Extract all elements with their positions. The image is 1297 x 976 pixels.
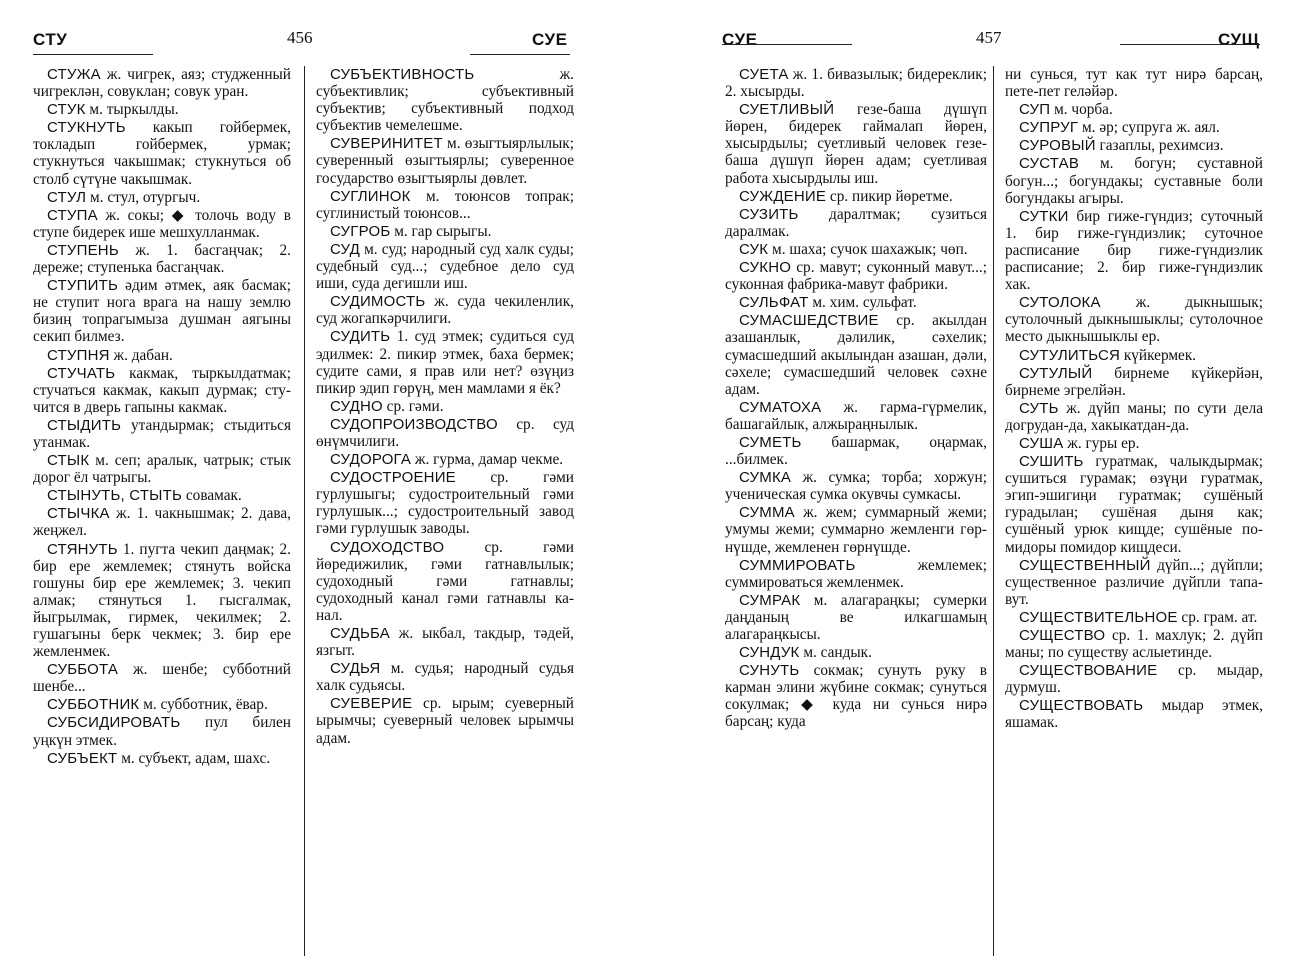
entry-definition: ж. шенбе; субботний шенбе... — [33, 661, 291, 696]
dictionary-entry — [33, 696, 291, 713]
entry-definition: какып гойбермек, токладып гойбермек, урмак; стукнуться чакышмак; стукнуться об столб сүтүне чакышмак. — [33, 119, 291, 188]
entry-definition: ср. 1. махлук; 2. дүйп маны; по существу аслыетинде. — [1005, 627, 1263, 662]
entry-definition: мыдар этмек, яшамак. — [1005, 697, 1263, 732]
entry-definition: ж. ыкбал, такдыр, тәдей, язгыт. — [316, 625, 574, 660]
left-page — [0, 0, 640, 976]
entry-headword: СУМАТОХА — [739, 398, 822, 416]
dictionary-entry — [33, 750, 291, 767]
dictionary-entry — [33, 417, 291, 451]
entry-definition: 1. суд этмек; судиться суд эдилмек: 2. пикир этмек, баха бермек; судите сами, я прав или нет? өзүңиз пикир эдип гөрүң, мен мамлами я ёк? — [316, 328, 574, 397]
entry-definition: әдим әтмек, аяк басмак; не ступит нога врага на нашу землю бизиң топрагымыза душман аягыны секип билмез. — [33, 277, 291, 346]
entry-headword: СТУК — [47, 101, 86, 119]
entry-definition: ср. пикир йөретме. — [826, 187, 953, 205]
guide-word-left: СТУ — [33, 30, 68, 49]
guide-word-left: СУЕ — [722, 30, 758, 49]
dictionary-entry — [725, 66, 987, 100]
dictionary-entry — [1005, 435, 1263, 452]
column-divider — [304, 66, 305, 956]
entry-headword: СУББОТНИК — [47, 696, 140, 714]
dictionary-entry — [725, 259, 987, 293]
guide-word-right: СУЩ — [1218, 30, 1260, 49]
entry-headword: СУЩЕСТВОВАТЬ — [1019, 697, 1144, 715]
entry-definition: ср. ырым; суеверный ырымчы; суеверный человек ырымчы адам. — [316, 695, 574, 747]
dictionary-entry — [33, 661, 291, 695]
entry-headword: СУШИТЬ — [1019, 453, 1084, 471]
entry-headword: СУБЪЕКТИВНОСТЬ — [330, 66, 475, 83]
entry-definition: ж. дүйп маны; по сути дела догрудан-да, хакыкатдан-да. — [1005, 399, 1263, 434]
entry-headword: СУБЪЕКТ — [47, 749, 118, 767]
entry-headword: СУДЬБА — [330, 625, 390, 642]
entry-headword: СУЩЕСТВИТЕЛЬНОЕ — [1019, 608, 1178, 626]
entry-headword: СТЫК — [47, 452, 90, 470]
entry-headword: СТУПЕНЬ — [47, 241, 119, 259]
entry-definition: утандырмак; стыдиться утанмак. — [33, 416, 291, 451]
entry-headword: СУММИРОВАТЬ — [739, 556, 856, 574]
entry-definition: м. шаха; сучок шахажык; чөп. — [768, 240, 968, 258]
entry-definition: м. богун; суставной богун...; богундакы; суставные боли богундакы агыры. — [1005, 155, 1263, 207]
entry-definition: даралтмак; сузиться даралмак. — [725, 205, 987, 240]
entry-definition: м. сеп; аралык, чатрык; стык дорог ёл чатрыгы. — [33, 452, 291, 487]
dictionary-entry — [33, 365, 291, 416]
entry-headword: СУП — [1019, 101, 1051, 119]
header-rule — [1120, 44, 1260, 45]
entry-headword: СУТУЛЫЙ — [1019, 364, 1093, 382]
dictionary-entry — [725, 434, 987, 468]
dictionary-entry — [316, 451, 574, 468]
dictionary-entry — [1005, 137, 1263, 154]
dictionary-entry — [725, 312, 987, 397]
dictionary-entry — [725, 101, 987, 186]
entry-headword: СУНДУК — [739, 644, 800, 662]
column-1 — [725, 66, 987, 732]
dictionary-entry — [1005, 347, 1263, 364]
entry-definition: ж. гуры ер. — [1063, 434, 1140, 452]
dictionary-entry — [33, 189, 291, 206]
entry-definition: ср. гәми. — [382, 397, 444, 415]
guide-word-right: СУЕ — [532, 30, 568, 49]
entry-headword: СУЩЕСТВЕННЫЙ — [1019, 556, 1151, 574]
entry-definition: м. судья; народный судья халк судьясы. — [316, 660, 574, 695]
entry-headword: СУДЬЯ — [330, 660, 381, 678]
dictionary-entry — [316, 188, 574, 222]
entry-definition: м. хим. сульфат. — [808, 294, 917, 312]
entry-definition: ср. суд өнүмчилиги. — [316, 415, 574, 450]
dictionary-entry — [1005, 155, 1263, 206]
entry-headword: СТУЧАТЬ — [47, 364, 116, 382]
entry-definition: бирнеме күйкерйән, бирнеме эгрелйән. — [1005, 364, 1263, 399]
entry-headword: СУББОТА — [47, 661, 119, 679]
entry-definition: ср. грам. ат. — [1177, 608, 1258, 626]
dictionary-entry — [1005, 101, 1263, 118]
right-page — [700, 0, 1297, 976]
entry-headword: СТУПИТЬ — [47, 277, 118, 295]
entry-definition: м. субъект, адам, шахс. — [117, 749, 271, 767]
entry-headword: СТУПА — [47, 206, 98, 224]
entry-definition: м. сандык. — [799, 644, 872, 662]
dictionary-entry — [725, 469, 987, 503]
page-header — [700, 26, 1297, 50]
entry-definition: ж. гарма-гүрмелик, башагайлык, алжыраңнылык. — [725, 398, 987, 433]
entry-definition: м. тоюнсов топрак; суглинистый тоюнсов... — [316, 187, 574, 222]
entry-definition: ж. дыкнышык; сутолочный дыкнышыклы; сутолочное место дыкнышыклы ер. — [1005, 294, 1263, 346]
dictionary-entry — [33, 347, 291, 364]
entry-headword: СУЩЕСТВО — [1019, 627, 1106, 644]
entry-definition: ж. сокы; ◆ толочь воду в ступе бидерек ише мешхулланмак. — [33, 206, 291, 241]
entry-definition: ж. 1. чакнышмак; 2. дава, жеңжел. — [33, 505, 291, 540]
entry-headword: СТУЛ — [47, 188, 87, 206]
dictionary-entry — [725, 557, 987, 591]
entry-headword: СУД — [330, 240, 360, 258]
entry-definition: ж. жем; суммарный жеми; умумы жеми; суммарно жемленги гөрнүшде, жемленен гөрнүшде. — [725, 504, 987, 556]
entry-definition: м. тыркылды. — [85, 101, 179, 119]
entry-definition: ср. мыдар, дурмуш. — [1005, 662, 1263, 697]
entry-definition: сокмак; сунуть руку в карман элини жүбине сокмак; сунуться сокулмак; ◆ куда ни суньcя нирә барсаң; куда — [725, 662, 987, 731]
entry-headword: СУДИМОСТЬ — [330, 293, 426, 311]
entry-headword: СУДОХОДСТВО — [330, 538, 445, 556]
entry-headword: СУГРОБ — [330, 222, 391, 240]
dictionary-entry — [33, 452, 291, 486]
dictionary-entry — [1005, 365, 1263, 399]
entry-headword: СУДОРОГА — [330, 451, 412, 469]
entry-headword: СТУЖА — [47, 66, 101, 83]
entry-definition: м. өзыгтыярлылык; суверенный өзыгтыярлы; суверенное государство өзыгтыярлы дөвлет. — [316, 135, 574, 187]
dictionary-entry — [725, 188, 987, 205]
dictionary-entry — [316, 625, 574, 659]
dictionary-entry — [316, 66, 574, 134]
entry-headword: СТЫДИТЬ — [47, 416, 122, 434]
entry-definition: м. алагараңкы; сумерки даңданың ве илкагшамың алагараңкысы. — [725, 591, 987, 643]
entry-headword: СУГЛИНОК — [330, 187, 411, 205]
header-rule — [722, 44, 852, 45]
entry-definition: м. чорба. — [1050, 101, 1113, 119]
entry-headword: СУЛЬФАТ — [739, 294, 809, 312]
header-rule — [470, 54, 570, 55]
dictionary-entry — [1005, 119, 1263, 136]
dictionary-entry — [316, 695, 574, 746]
dictionary-entry — [316, 539, 574, 624]
entry-definition: м. стул, отургыч. — [86, 188, 201, 206]
dictionary-entry — [316, 416, 574, 450]
entry-definition: ж. субъективлик; субъективный субъектив; субъективный подход субъектив чемелешме. — [316, 66, 574, 135]
dictionary-entry — [1005, 662, 1263, 696]
entry-headword: СУТОЛОКА — [1019, 294, 1101, 312]
dictionary-entry — [316, 469, 574, 537]
column-divider — [993, 66, 994, 956]
dictionary-entry — [1005, 294, 1263, 345]
dictionary-entry — [725, 504, 987, 555]
entry-headword: СУВЕРИНИТЕТ — [330, 135, 443, 153]
entry-headword: СУМЕТЬ — [739, 433, 802, 451]
entry-headword: СУРОВЫЙ — [1019, 137, 1096, 155]
entry-headword: СУЕТЛИВЫЙ — [739, 101, 835, 119]
column-1 — [33, 66, 291, 768]
entry-definition: газаплы, рехимсиз. — [1095, 137, 1224, 155]
dictionary-entry — [1005, 400, 1263, 434]
entry-headword: СУПРУГ — [1019, 119, 1079, 137]
entry-definition: м. суд; народный суд халк суды; судебный суд...; судебное дело суд иши, суда дегишли иш. — [316, 240, 574, 293]
page-number: 456 — [287, 28, 313, 47]
entry-definition: м. әр; супруга ж. аял. — [1078, 119, 1220, 137]
dictionary-entry — [725, 241, 987, 258]
entry-headword: СУСТАВ — [1019, 155, 1080, 173]
dictionary-entry — [725, 294, 987, 311]
entry-definition: ж. суда чекиленлик, суд жогапкәрчилиги. — [316, 293, 574, 328]
entry-headword: СУЩЕСТВОВАНИЕ — [1019, 662, 1158, 680]
dictionary-entry — [33, 101, 291, 118]
entry-headword: СУДОСТРОЕНИЕ — [330, 469, 456, 487]
dictionary-entry — [316, 398, 574, 415]
dictionary-entry — [316, 135, 574, 186]
entry-definition: пул билен уңкүн этмек. — [33, 714, 291, 749]
entry-definition: дүйп...; дүйпли; существенное различие дүйпли тапавут. — [1005, 556, 1263, 608]
dictionary-entry — [33, 242, 291, 276]
entry-headword: СУЖДЕНИЕ — [739, 187, 827, 205]
entry-definition: ж. 1. басгаңчак; 2. дереже; ступенька басгаңчак. — [33, 241, 291, 277]
entry-headword: СУЕВЕРИЕ — [330, 695, 413, 713]
dictionary-entry — [1005, 627, 1263, 661]
entry-definition: 1. пугта чекип даңмак; 2. бир ере жемлемек; стянуть войска гошуны бир ере жемлемек; 3. чекип алмак; стянуться 1. гысгалмак, йыгрылмак, гирмек, чекилмек; 2. гушагыны берк чекмек; 3. бир ере жемленмек. — [33, 540, 291, 661]
entry-headword: СУТЬ — [1019, 399, 1059, 417]
entry-definition: ж. сумка; торба; хоржун; ученическая сумка окувчы сумкасы. — [725, 469, 987, 504]
entry-definition: м. гар сырыгы. — [390, 222, 492, 240]
entry-definition: бир гиже-гүндиз; суточный 1. бир гиже-гүндизлик; суточное расписание бир гиже-гүндизлик расписание; 2. бир гиже-гүндизлик хак. — [1005, 207, 1263, 294]
entry-headword: СУША — [1019, 434, 1064, 452]
entry-headword: СУК — [739, 240, 769, 258]
entry-headword: СУТКИ — [1019, 207, 1069, 225]
entry-definition: м. субботник, ёвар. — [139, 696, 268, 714]
header-rule — [33, 54, 153, 55]
dictionary-entry — [725, 399, 987, 433]
dictionary-entry — [33, 541, 291, 661]
entry-headword: СУМРАК — [739, 591, 801, 609]
entry-definition: ж. 1. бивазылык; бидереклик; 2. хысырды. — [725, 66, 987, 101]
entry-definition: башармак, оңармак, ...билмек. — [725, 433, 987, 469]
entry-headword: СТЯНУТЬ — [47, 540, 118, 558]
entry-definition: ср. гәми гурлушыгы; судостроительный гәми гурлушык...; судостроительный завод гәми гурлушык заводы. — [316, 469, 574, 538]
entry-headword: СТУПНЯ — [47, 346, 110, 364]
entry-definition: какмак, тыркылдатмак; стучаться какмак, какып дурмак; стучится в дверь гапыны какмак. — [33, 364, 291, 416]
entry-headword: СУКНО — [739, 259, 792, 277]
dictionary-entry — [725, 592, 987, 643]
entry-headword: СУБСИДИРОВАТЬ — [47, 714, 181, 732]
dictionary-entry — [1005, 609, 1263, 626]
dictionary-entry — [33, 505, 291, 539]
dictionary-entry — [33, 487, 291, 504]
dictionary-entry — [316, 293, 574, 327]
dictionary-entry — [316, 241, 574, 292]
entry-definition: гуратмак, чалыкдырмак; сушиться гурамак; өзүңи гуратмак, эгип-эшигиңи гуратмак; сушёный гурадылан; сушёная дыня как; сушёный урюк кищде; сушёные помидоры помидор кищдеси. — [1005, 453, 1263, 556]
entry-headword: СУММА — [739, 504, 795, 522]
entry-headword: СУДНО — [330, 397, 383, 415]
entry-headword: СУЗИТЬ — [739, 205, 799, 223]
dictionary-entry — [316, 223, 574, 240]
dictionary-entry — [1005, 557, 1263, 608]
dictionary-entry — [33, 119, 291, 187]
entry-definition: ни суньcя, тут как тут нирә барсаң, пете-пет геләйәр. — [1005, 66, 1263, 101]
entry-headword: СУНУТЬ — [739, 662, 800, 680]
dictionary-entry — [33, 277, 291, 345]
dictionary-entry — [316, 660, 574, 694]
entry-headword: СУЕТА — [739, 66, 789, 83]
dictionary-entry — [1005, 66, 1263, 100]
entry-definition: ср. мавут; суконный мавут...; суконная фабрика-мавут фабрики. — [725, 259, 987, 294]
entry-definition: ср. акылдан азашанлык, дәлилик, сәхелик; сумасшедший акылындан азашан, дәли, сәхеле; сумасшедший человек сәхне адам. — [725, 312, 987, 398]
dictionary-entry — [33, 714, 291, 748]
column-2 — [1005, 66, 1263, 733]
entry-definition: ср. гәми йөредижилик, гәми гатнавлылык; судоходный гәми гатнавлы; судоходный канал гәми гатнавлы канал. — [316, 538, 574, 624]
entry-definition: ж. гурма, дамар чекме. — [411, 451, 564, 469]
page-number: 457 — [976, 28, 1002, 47]
dictionary-entry — [725, 662, 987, 730]
dictionary-entry — [316, 328, 574, 396]
entry-definition: совамак. — [182, 487, 242, 505]
entry-definition: күйкермек. — [1120, 346, 1197, 364]
dictionary-entry — [1005, 208, 1263, 293]
entry-definition: жемлемек; суммироваться жемленмек. — [725, 556, 987, 591]
entry-headword: СУДОПРОИЗВОДСТВО — [330, 415, 498, 433]
dictionary-entry — [725, 644, 987, 661]
page-header — [0, 26, 640, 50]
dictionary-entry — [1005, 453, 1263, 556]
dictionary-entry — [725, 206, 987, 240]
entry-headword: СУТУЛИТЬСЯ — [1019, 346, 1121, 364]
entry-headword: СТУКНУТЬ — [47, 119, 126, 137]
dictionary-entry — [33, 207, 291, 241]
column-2 — [316, 66, 574, 748]
entry-definition: ж. чигрек, аяз; студженный чигреклән, совуклан; совук уран. — [33, 66, 291, 101]
entry-headword: СУМАСШЕДСТВИЕ — [739, 312, 879, 330]
entry-headword: СТЫЧКА — [47, 505, 110, 523]
entry-headword: СУДИТЬ — [330, 328, 391, 346]
entry-definition: ж. дабан. — [109, 346, 173, 364]
dictionary-entry — [33, 66, 291, 100]
dictionary-entry — [1005, 697, 1263, 731]
entry-headword: СТЫНУТЬ, СТЫТЬ — [47, 487, 183, 505]
entry-definition: гезе-баша дүшүп йөрен, бидерек гаймалап йөрен, хысырдылы; суетливый человек гезе-баша дүшүп йөрен адам; суетливая работа хысырдылы иш. — [725, 101, 987, 187]
entry-headword: СУМКА — [739, 469, 792, 487]
